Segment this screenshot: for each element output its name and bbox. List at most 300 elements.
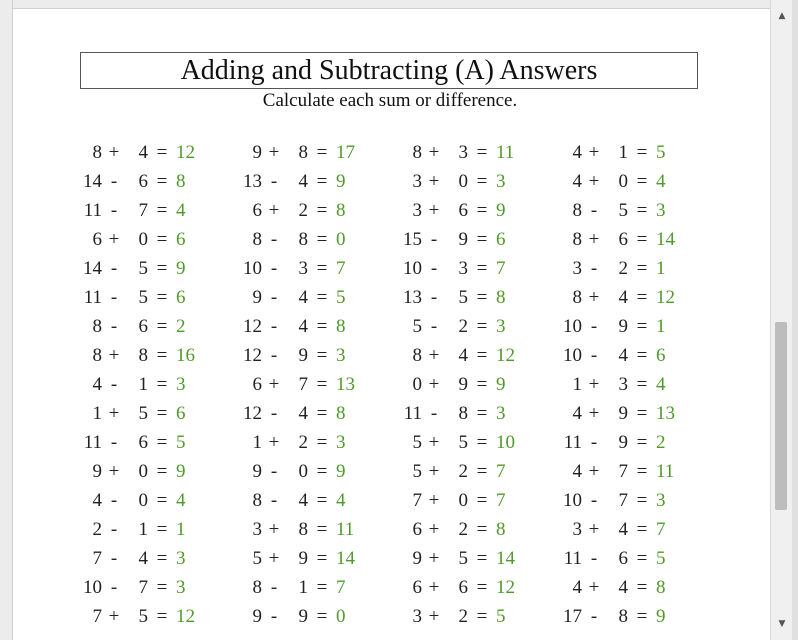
equals-sign: = [316,170,328,192]
answer: 12 [176,605,195,627]
problem-item [236,254,396,283]
problem-item [236,225,396,254]
operand-a: 9 [412,547,422,569]
operand-a: 5 [412,315,422,337]
scroll-down-arrow-icon[interactable]: ▼ [778,619,786,629]
operand-b: 6 [458,199,468,221]
answer: 12 [176,141,195,163]
operand-b: 7 [138,576,148,598]
problem-item [236,399,396,428]
operator: + [268,547,280,569]
problem-item [76,428,236,457]
answer: 5 [656,547,666,569]
equals-sign: = [316,286,328,308]
answer: 12 [656,286,675,308]
operand-b: 4 [298,315,308,337]
operand-b: 4 [298,402,308,424]
equals-sign: = [316,518,328,540]
operator: + [428,489,440,511]
equals-sign: = [636,518,648,540]
operand-a: 5 [412,431,422,453]
answer: 3 [176,547,186,569]
answer: 6 [176,402,186,424]
equals-sign: = [636,170,648,192]
operand-b: 5 [618,199,628,221]
equals-sign: = [156,315,168,337]
answer: 0 [336,605,346,627]
equals-sign: = [156,402,168,424]
problem-item [76,573,236,602]
operand-a: 4 [572,170,582,192]
problem-item [236,167,396,196]
operator: - [270,489,278,511]
operator: + [428,547,440,569]
operand-b: 4 [298,170,308,192]
problem-item [556,254,716,283]
operand-a: 7 [412,489,422,511]
answer: 9 [496,373,506,395]
operand-a: 11 [83,431,102,453]
answer: 13 [336,373,355,395]
answer: 7 [496,460,506,482]
operand-b: 6 [618,547,628,569]
operator: + [108,228,120,250]
operand-a: 4 [92,489,102,511]
problem-item [556,515,716,544]
problem-item [556,573,716,602]
equals-sign: = [476,402,488,424]
scroll-up-arrow-icon[interactable]: ▲ [778,11,786,21]
equals-sign: = [636,576,648,598]
operator: + [268,518,280,540]
answer: 5 [656,141,666,163]
problem-item [396,399,556,428]
operand-b: 2 [458,518,468,540]
operator: - [590,315,598,337]
problem-item [236,138,396,167]
equals-sign: = [476,228,488,250]
operand-b: 5 [138,605,148,627]
operand-a: 12 [243,402,262,424]
answer: 1 [176,518,186,540]
problem-item [76,225,236,254]
operand-b: 5 [138,402,148,424]
problem-item [396,544,556,573]
answer: 13 [656,402,675,424]
operator: + [588,518,600,540]
answer: 8 [496,518,506,540]
answer: 5 [176,431,186,453]
equals-sign: = [476,605,488,627]
problem-item [556,428,716,457]
operator: + [588,286,600,308]
equals-sign: = [476,286,488,308]
operator: + [588,402,600,424]
operand-b: 4 [138,547,148,569]
operand-b: 3 [298,257,308,279]
answer: 2 [656,431,666,453]
problem-item [236,428,396,457]
problem-grid [76,138,756,631]
equals-sign: = [156,460,168,482]
problem-item [556,602,716,631]
problem-item [556,341,716,370]
operand-b: 9 [458,373,468,395]
answer: 5 [496,605,506,627]
operand-a: 4 [572,402,582,424]
equals-sign: = [156,576,168,598]
problem-item [556,370,716,399]
operand-a: 8 [572,228,582,250]
operand-b: 7 [618,489,628,511]
answer: 4 [336,489,346,511]
operand-b: 4 [618,344,628,366]
operand-b: 8 [298,141,308,163]
answer: 6 [176,228,186,250]
operator: - [270,228,278,250]
operator: - [270,460,278,482]
answer: 3 [496,402,506,424]
operand-b: 6 [138,170,148,192]
operator: + [428,344,440,366]
problem-item [76,196,236,225]
problem-item [396,428,556,457]
problem-item [396,167,556,196]
problem-item [236,283,396,312]
operator: + [108,605,120,627]
problem-item [396,225,556,254]
answer: 7 [336,576,346,598]
problem-item [396,283,556,312]
answer: 3 [336,344,346,366]
answer: 4 [176,199,186,221]
operand-b: 7 [618,460,628,482]
answer: 8 [336,199,346,221]
equals-sign: = [476,460,488,482]
answer: 8 [496,286,506,308]
problem-item [236,370,396,399]
operand-a: 10 [243,257,262,279]
operand-a: 1 [252,431,262,453]
equals-sign: = [636,402,648,424]
operator: + [428,199,440,221]
problem-item [556,457,716,486]
operand-b: 0 [458,170,468,192]
answer: 2 [176,315,186,337]
equals-sign: = [476,344,488,366]
operand-b: 0 [138,460,148,482]
operand-b: 5 [458,286,468,308]
operand-a: 11 [83,286,102,308]
equals-sign: = [316,344,328,366]
equals-sign: = [636,228,648,250]
problem-item [556,138,716,167]
window-right-edge [792,0,798,640]
operand-b: 1 [298,576,308,598]
equals-sign: = [156,605,168,627]
answer: 3 [336,431,346,453]
equals-sign: = [476,547,488,569]
problem-item [76,312,236,341]
operand-b: 8 [138,344,148,366]
equals-sign: = [476,576,488,598]
answer: 1 [656,257,666,279]
problem-item [556,225,716,254]
answer: 16 [176,344,195,366]
answer: 3 [656,489,666,511]
operand-a: 9 [92,460,102,482]
operand-a: 12 [243,344,262,366]
operand-a: 8 [252,228,262,250]
equals-sign: = [316,257,328,279]
operator: - [430,315,438,337]
operand-a: 8 [92,344,102,366]
equals-sign: = [316,373,328,395]
operator: - [110,489,118,511]
worksheet-title: Adding and Subtracting (A) Answers [80,52,698,89]
operand-a: 10 [403,257,422,279]
answer: 8 [336,402,346,424]
equals-sign: = [636,315,648,337]
operand-a: 8 [92,315,102,337]
operand-a: 11 [563,547,582,569]
operator: - [590,605,598,627]
operand-b: 5 [138,286,148,308]
answer: 7 [336,257,346,279]
answer: 7 [656,518,666,540]
window-top-edge [0,0,770,9]
operator: - [270,286,278,308]
equals-sign: = [636,431,648,453]
answer: 11 [336,518,355,540]
operator: + [268,373,280,395]
operator: + [428,518,440,540]
operand-a: 8 [412,344,422,366]
operator: - [430,228,438,250]
operator: - [270,170,278,192]
operand-b: 9 [298,344,308,366]
vertical-scrollbar[interactable] [770,0,793,640]
operator: + [588,228,600,250]
answer: 10 [496,431,515,453]
operand-b: 4 [618,286,628,308]
equals-sign: = [636,605,648,627]
problem-item [556,399,716,428]
answer: 12 [496,344,515,366]
problem-item [236,602,396,631]
operand-b: 8 [298,518,308,540]
operand-a: 9 [252,141,262,163]
problem-item [76,370,236,399]
operand-a: 6 [412,518,422,540]
operand-a: 10 [563,344,582,366]
operand-b: 4 [618,518,628,540]
operator: - [110,547,118,569]
answer: 6 [176,286,186,308]
operand-a: 12 [243,315,262,337]
operand-b: 3 [458,141,468,163]
operand-a: 3 [412,199,422,221]
answer: 7 [496,257,506,279]
equals-sign: = [636,199,648,221]
operand-b: 4 [298,286,308,308]
operator: - [270,315,278,337]
operator: - [270,344,278,366]
answer: 9 [496,199,506,221]
problem-item [396,457,556,486]
answer: 11 [656,460,675,482]
equals-sign: = [636,344,648,366]
problem-item [76,254,236,283]
equals-sign: = [316,199,328,221]
operand-b: 8 [298,228,308,250]
operator: - [110,170,118,192]
problem-item [76,544,236,573]
operand-a: 8 [252,576,262,598]
operator: + [588,170,600,192]
answer: 14 [336,547,355,569]
equals-sign: = [316,576,328,598]
equals-sign: = [316,489,328,511]
operand-b: 9 [458,228,468,250]
operand-a: 13 [243,170,262,192]
window-left-gutter [0,0,13,640]
operator: - [270,605,278,627]
problem-item [396,370,556,399]
operand-b: 3 [458,257,468,279]
answer: 14 [656,228,675,250]
operand-a: 13 [403,286,422,308]
operand-b: 7 [298,373,308,395]
operator: - [430,402,438,424]
problem-item [236,457,396,486]
operand-b: 2 [298,199,308,221]
operand-a: 9 [252,605,262,627]
operator: + [268,199,280,221]
operand-a: 14 [83,170,102,192]
operator: + [108,402,120,424]
equals-sign: = [636,286,648,308]
equals-sign: = [316,315,328,337]
equals-sign: = [476,489,488,511]
answer: 8 [656,576,666,598]
operator: - [590,257,598,279]
answer: 11 [496,141,515,163]
operand-b: 2 [298,431,308,453]
operator: - [110,373,118,395]
answer: 0 [336,228,346,250]
equals-sign: = [156,286,168,308]
answer: 3 [656,199,666,221]
equals-sign: = [636,141,648,163]
equals-sign: = [316,402,328,424]
operator: + [268,141,280,163]
operator: - [430,286,438,308]
answer: 4 [176,489,186,511]
equals-sign: = [476,373,488,395]
operator: + [428,431,440,453]
operand-b: 9 [618,315,628,337]
answer: 3 [496,170,506,192]
operand-a: 8 [572,199,582,221]
answer: 9 [336,170,346,192]
problem-item [396,573,556,602]
answer: 5 [336,286,346,308]
operand-a: 8 [92,141,102,163]
operand-b: 9 [298,547,308,569]
operand-a: 3 [252,518,262,540]
answer: 9 [656,605,666,627]
problem-item [556,544,716,573]
operand-b: 1 [618,141,628,163]
operator: - [430,257,438,279]
operator: - [110,518,118,540]
operand-b: 4 [618,576,628,598]
problem-item [396,515,556,544]
problem-item [556,167,716,196]
operator: - [110,286,118,308]
operator: + [588,576,600,598]
operand-a: 7 [92,605,102,627]
equals-sign: = [156,489,168,511]
equals-sign: = [316,141,328,163]
operand-b: 0 [618,170,628,192]
problem-item [76,515,236,544]
operator: - [110,199,118,221]
problem-item [556,312,716,341]
operand-a: 9 [252,460,262,482]
operator: + [108,344,120,366]
answer: 3 [496,315,506,337]
operand-a: 15 [403,228,422,250]
equals-sign: = [476,141,488,163]
operand-b: 8 [618,605,628,627]
operand-a: 10 [83,576,102,598]
operator: + [108,141,120,163]
problem-item [396,341,556,370]
operand-b: 2 [458,315,468,337]
operand-b: 1 [138,373,148,395]
operand-a: 1 [92,402,102,424]
operand-a: 2 [92,518,102,540]
answer: 9 [176,257,186,279]
operand-a: 4 [572,460,582,482]
equals-sign: = [476,170,488,192]
equals-sign: = [636,460,648,482]
equals-sign: = [156,199,168,221]
problem-item [396,312,556,341]
operand-a: 6 [252,199,262,221]
equals-sign: = [156,257,168,279]
worksheet-subtitle: Calculate each sum or difference. [262,90,518,111]
operator: - [590,431,598,453]
operator: - [110,257,118,279]
problem-item [396,486,556,515]
answer: 17 [336,141,355,163]
operand-a: 4 [92,373,102,395]
operand-b: 5 [458,547,468,569]
operand-a: 3 [412,170,422,192]
operand-b: 6 [458,576,468,598]
operand-a: 8 [412,141,422,163]
equals-sign: = [156,344,168,366]
problem-item [236,544,396,573]
problem-item [76,167,236,196]
problem-item [396,254,556,283]
operator: + [588,460,600,482]
scrollbar-thumb[interactable] [775,322,787,510]
problem-item [76,138,236,167]
